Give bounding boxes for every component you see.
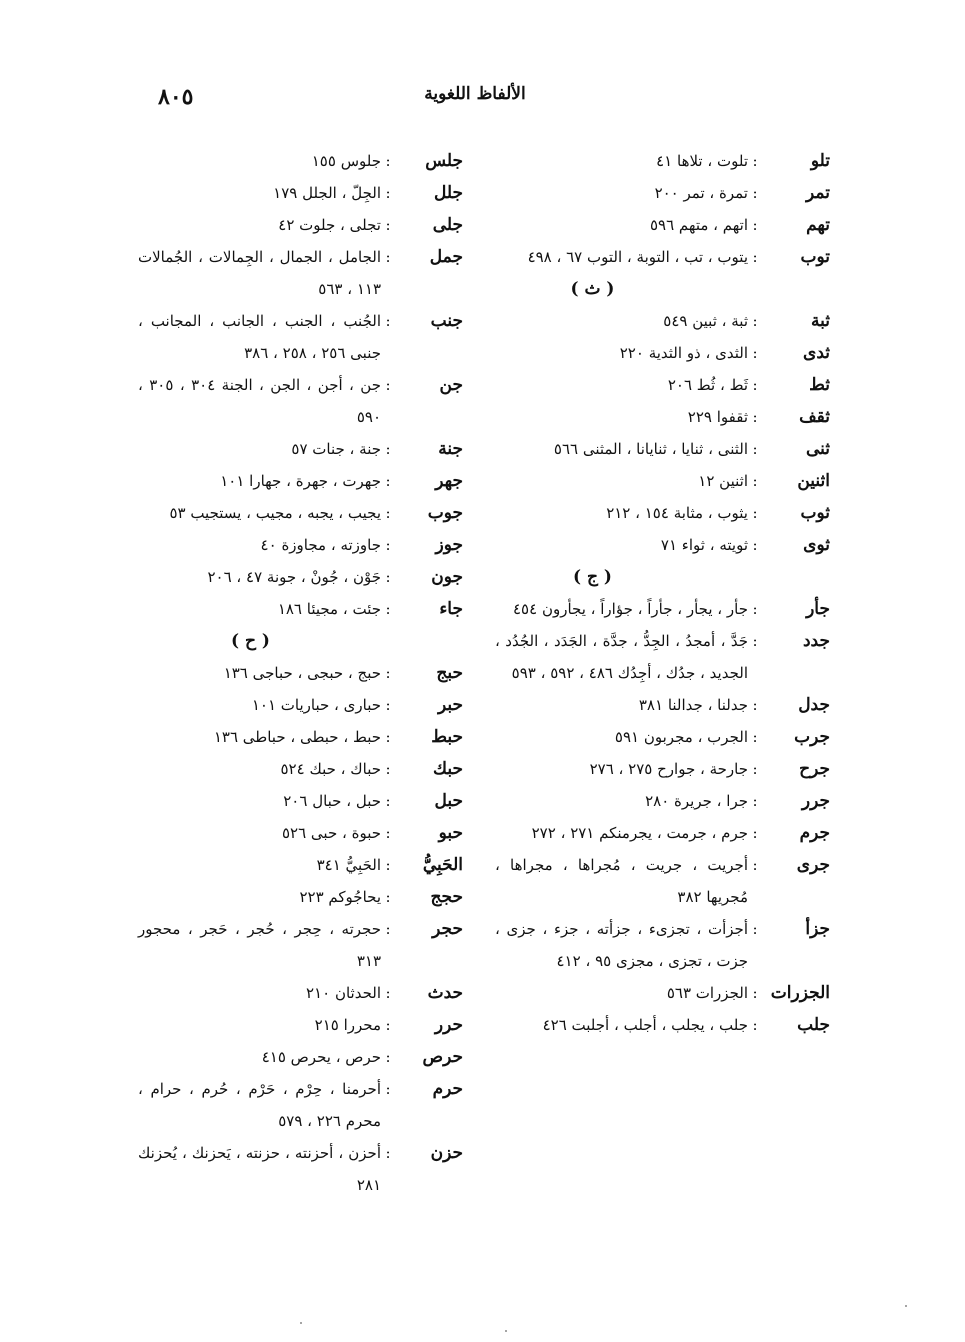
entry-root: جاء bbox=[439, 599, 463, 619]
entry-root: الحَبِيُّ bbox=[422, 855, 463, 875]
entry-root: تهم bbox=[806, 215, 830, 235]
right-column bbox=[495, 145, 830, 1041]
entry-root: جأر bbox=[806, 599, 830, 619]
entry-root: حرم bbox=[432, 1079, 463, 1099]
entry-text: جئت ، مجيئا ١٨٦ bbox=[277, 600, 381, 618]
entry-root: ثط bbox=[809, 375, 830, 395]
entry-text: جأر ، يجأر ، جأراً ، جؤاراً ، يجأرون ٤٥٤ bbox=[513, 600, 748, 618]
entry-colon: : bbox=[752, 472, 758, 490]
index-entry bbox=[495, 977, 830, 1009]
entry-root: جرى bbox=[796, 855, 830, 875]
entry-colon: : bbox=[385, 696, 391, 714]
entry-colon: : bbox=[752, 376, 758, 394]
entry-text: جن ، أجن ، الجن ، الجنة ٣٠٤ ، ٣٠٥ ، ٥٩٠ bbox=[138, 376, 381, 426]
entry-text: الثدى ، ذو الثدية ٢٢٠ bbox=[619, 344, 748, 362]
index-entry bbox=[138, 497, 463, 529]
entry-colon: : bbox=[385, 184, 391, 202]
entry-colon: : bbox=[385, 664, 391, 682]
index-entry bbox=[138, 913, 463, 977]
entry-text: ثقفوا ٢٢٩ bbox=[687, 408, 748, 426]
entry-colon: : bbox=[385, 536, 391, 554]
entry-colon: : bbox=[752, 856, 758, 874]
index-entry bbox=[138, 753, 463, 785]
entry-root: حبج bbox=[436, 663, 463, 683]
entry-colon: : bbox=[752, 312, 758, 330]
section-header: ( ج ) bbox=[573, 567, 612, 587]
entry-text: أحرمنا ، حِرْم ، حَرْم ، حُرم ، حرام ، محرم ٢٢٦ ، ٥٧٩ bbox=[138, 1080, 381, 1130]
entry-root: ثقف bbox=[799, 407, 830, 427]
entry-text: حبط ، حبطى ، حباطى ١٣٦ bbox=[213, 728, 381, 746]
entry-text: جَدَّ ، أمجدُ ، الجِدُّ ، جدَّة ، الجَدَد ، الجُدُد ، الجديد ، جدُك ، أجِدُك ٤٨٦ ، ٥٩٢ ، ٥٩٣ bbox=[495, 632, 748, 682]
entry-text: ثَط ، ثُط ٢٠٦ bbox=[667, 376, 748, 394]
entry-colon: : bbox=[752, 184, 758, 202]
index-entry bbox=[138, 1009, 463, 1041]
entry-colon: : bbox=[385, 920, 391, 938]
entry-colon: : bbox=[385, 728, 391, 746]
entry-root: جمل bbox=[429, 247, 463, 267]
index-entry bbox=[138, 561, 463, 593]
entry-colon: : bbox=[752, 760, 758, 778]
entry-text: جهرت ، جهرة ، جهارا ١٠١ bbox=[220, 472, 381, 490]
entry-root: جلى bbox=[432, 215, 463, 235]
entry-text: جارحة ، جوارح ٢٧٥ ، ٢٧٦ bbox=[589, 760, 748, 778]
entry-colon: : bbox=[752, 440, 758, 458]
entry-text: حجرته ، حِجر ، حُجر ، حَجر ، محجور ٣١٣ bbox=[138, 920, 381, 970]
entry-root: جوز bbox=[435, 535, 463, 555]
entry-root: تمر bbox=[806, 183, 830, 203]
entry-colon: : bbox=[752, 408, 758, 426]
entry-colon: : bbox=[752, 344, 758, 362]
entry-text: يتوب ، تب ، التوبة ، التوب ٦٧ ، ٤٩٨ bbox=[527, 248, 748, 266]
entry-text: الجِلّ ، الجلل ١٧٩ bbox=[273, 184, 381, 202]
entry-colon: : bbox=[385, 792, 391, 810]
entry-root: حبك bbox=[433, 759, 463, 779]
entry-colon: : bbox=[752, 504, 758, 522]
index-entry bbox=[495, 369, 830, 401]
entry-root: حرر bbox=[434, 1015, 463, 1035]
entry-text: تمرة ، تمر ٢٠٠ bbox=[654, 184, 748, 202]
scan-speck bbox=[505, 1330, 507, 1332]
entry-root: جرم bbox=[799, 823, 830, 843]
entry-colon: : bbox=[752, 984, 758, 1002]
entry-colon: : bbox=[385, 472, 391, 490]
index-entry bbox=[138, 177, 463, 209]
entry-text: تلوت ، تلاها ٤١ bbox=[656, 152, 748, 170]
entry-colon: : bbox=[385, 504, 391, 522]
entry-text: الحَبِيُّ ٣٤١ bbox=[316, 856, 381, 874]
entry-root: ثدى bbox=[803, 343, 830, 363]
entry-colon: : bbox=[385, 1016, 391, 1034]
entry-colon: : bbox=[385, 568, 391, 586]
entry-colon: : bbox=[752, 792, 758, 810]
index-entry bbox=[495, 241, 830, 273]
entry-text: جنة ، جنات ٥٧ bbox=[291, 440, 381, 458]
index-entry bbox=[138, 369, 463, 433]
entry-text: جَوْن ، جُونْ ، جونة ٤٧ ، ٢٠٦ bbox=[207, 568, 381, 586]
entry-root: حجر bbox=[432, 919, 463, 939]
entry-colon: : bbox=[752, 824, 758, 842]
index-entry bbox=[495, 721, 830, 753]
entry-root: ثبة bbox=[811, 311, 830, 331]
entry-colon: : bbox=[752, 248, 758, 266]
entry-root: جزأ bbox=[805, 919, 830, 939]
entry-colon: : bbox=[385, 152, 391, 170]
entry-text: أحزن ، أحزنته ، حزنته ، يَحزنك ، يُحزنك ٢٨١ bbox=[138, 1144, 381, 1194]
index-entry bbox=[138, 849, 463, 881]
entry-text: الحدثان ٢١٠ bbox=[306, 984, 381, 1002]
index-entry bbox=[495, 817, 830, 849]
scan-speck bbox=[300, 1322, 302, 1324]
entry-root: حبو bbox=[438, 823, 463, 843]
entry-colon: : bbox=[752, 728, 758, 746]
index-entry bbox=[138, 657, 463, 689]
section-header: ( ث ) bbox=[570, 279, 615, 299]
entry-colon: : bbox=[385, 888, 391, 906]
scan-speck bbox=[905, 1305, 907, 1307]
entry-root: ثوى bbox=[803, 535, 830, 555]
entry-root: جون bbox=[431, 567, 463, 587]
entry-text: الجرب ، مجربون ٥٩١ bbox=[614, 728, 748, 746]
entry-root: اثنين bbox=[797, 471, 830, 491]
entry-root: ثوب bbox=[800, 503, 830, 523]
entry-text: حباك ، حبك ٥٢٤ bbox=[280, 760, 381, 778]
entry-root: جلب bbox=[797, 1015, 830, 1035]
entry-colon: : bbox=[385, 824, 391, 842]
entry-text: حبارى ، حباريات ١٠١ bbox=[251, 696, 381, 714]
index-entry bbox=[138, 209, 463, 241]
entry-text: الجامل ، الجمال ، الجِمالات ، الجُمالات ١١٣ ، ٥٦٣ bbox=[138, 248, 381, 298]
entry-text: جرم ، جرمت ، يجرمنكم ٢٧١ ، ٢٧٢ bbox=[531, 824, 748, 842]
entry-text: أجريت ، جريت ، مُجراها ، مجراها ، مُجريها ٣٨٢ bbox=[495, 856, 748, 906]
index-entry bbox=[138, 305, 463, 369]
entry-text: جلوس ١٥٥ bbox=[311, 152, 381, 170]
entry-text: ثبة ، ثبين ٥٤٩ bbox=[663, 312, 748, 330]
entry-colon: : bbox=[752, 600, 758, 618]
index-entry bbox=[495, 401, 830, 433]
entry-root: جدد bbox=[802, 631, 830, 651]
entry-colon: : bbox=[752, 152, 758, 170]
entry-colon: : bbox=[385, 312, 391, 330]
index-entry bbox=[495, 785, 830, 817]
index-entry bbox=[138, 241, 463, 305]
entry-root: الجزرات bbox=[770, 983, 830, 1003]
entry-text: يجيب ، يجبه ، مجيب ، يستجيب ٥٣ bbox=[169, 504, 381, 522]
index-entry bbox=[495, 753, 830, 785]
entry-colon: : bbox=[752, 632, 758, 650]
entry-root: جدل bbox=[798, 695, 830, 715]
section-header: ( ح ) bbox=[231, 631, 270, 651]
index-entry bbox=[138, 1041, 463, 1073]
index-entry bbox=[138, 465, 463, 497]
index-entry bbox=[495, 1009, 830, 1041]
entry-root: توب bbox=[800, 247, 830, 267]
entry-root: ثنى bbox=[805, 439, 830, 459]
index-entry bbox=[495, 337, 830, 369]
entry-colon: : bbox=[385, 600, 391, 618]
entry-root: جنة bbox=[438, 439, 463, 459]
entry-text: جدلنا ، جدالنا ٣٨١ bbox=[638, 696, 748, 714]
index-entry bbox=[495, 849, 830, 913]
entry-root: جرب bbox=[794, 727, 830, 747]
page-title: الألفاظ اللغوية bbox=[424, 84, 526, 104]
entry-root: جلس bbox=[425, 151, 463, 171]
entry-text: يثوب ، مثابة ١٥٤ ، ٢١٢ bbox=[606, 504, 748, 522]
index-entry bbox=[138, 817, 463, 849]
entry-root: جنب bbox=[430, 311, 463, 331]
index-entry bbox=[138, 881, 463, 913]
entry-text: أجزأت ، تجزىء ، جزأته ، جزء ، جزى ، جزت ، تجزى ، مجزى ٩٥ ، ٤١٢ bbox=[495, 920, 748, 970]
index-entry bbox=[495, 529, 830, 561]
entry-text: اثنين ١٢ bbox=[698, 472, 748, 490]
entry-colon: : bbox=[385, 248, 391, 266]
entry-root: حدث bbox=[427, 983, 463, 1003]
entry-text: حرص ، يحرص ٤١٥ bbox=[261, 1048, 381, 1066]
entry-colon: : bbox=[752, 536, 758, 554]
entry-text: جاوزته ، مجاوزة ٤٠ bbox=[260, 536, 381, 554]
entry-text: الثنى ، ثنايا ، ثنايانا ، المثنى ٥٦٦ bbox=[553, 440, 748, 458]
entry-colon: : bbox=[385, 856, 391, 874]
index-entry bbox=[495, 593, 830, 625]
entry-text: تجلى ، جلوت ٤٢ bbox=[278, 216, 381, 234]
entry-colon: : bbox=[385, 376, 391, 394]
entry-colon: : bbox=[385, 760, 391, 778]
entry-colon: : bbox=[752, 216, 758, 234]
entry-root: حبل bbox=[434, 791, 463, 811]
entry-text: الجُنب ، الجنب ، الجانب ، المجانب ، جنبى ٢٥٦ ، ٢٥٨ ، ٣٨٦ bbox=[138, 312, 381, 362]
entry-root: حجج bbox=[430, 887, 463, 907]
entry-root: تلو bbox=[810, 151, 830, 171]
entry-colon: : bbox=[385, 440, 391, 458]
index-entry bbox=[138, 689, 463, 721]
entry-colon: : bbox=[385, 1080, 391, 1098]
entry-root: حزن bbox=[430, 1143, 463, 1163]
entry-text: حبج ، حبجى ، حباجى ١٣٦ bbox=[223, 664, 381, 682]
entry-colon: : bbox=[385, 1144, 391, 1162]
entry-root: جوب bbox=[427, 503, 463, 523]
index-entry bbox=[138, 1137, 463, 1201]
entry-root: جلل bbox=[433, 183, 463, 203]
entry-root: حبر bbox=[437, 695, 463, 715]
index-entry bbox=[138, 529, 463, 561]
index-entry bbox=[495, 305, 830, 337]
index-entry bbox=[495, 209, 830, 241]
entry-text: جلب ، يجلب ، أجلب ، أجلبت ٤٢٦ bbox=[542, 1016, 748, 1034]
entry-text: يحاجُوكم ٢٢٣ bbox=[299, 888, 381, 906]
entry-root: جرح bbox=[799, 759, 830, 779]
index-entry bbox=[495, 689, 830, 721]
entry-text: حبوة ، حبى ٥٢٦ bbox=[281, 824, 381, 842]
index-entry bbox=[495, 465, 830, 497]
entry-text: ثويته ، ثواء ٧١ bbox=[660, 536, 748, 554]
entry-root: حرص bbox=[422, 1047, 463, 1067]
entry-root: جرر bbox=[801, 791, 830, 811]
index-entry bbox=[495, 913, 830, 977]
index-entry bbox=[138, 977, 463, 1009]
index-entry bbox=[138, 721, 463, 753]
entry-text: جرا ، جريرة ٢٨٠ bbox=[645, 792, 748, 810]
index-entry bbox=[495, 145, 830, 177]
index-entry bbox=[138, 433, 463, 465]
entry-text: اتهم ، متهم ٥٩٦ bbox=[649, 216, 748, 234]
entry-colon: : bbox=[385, 216, 391, 234]
left-column bbox=[138, 145, 463, 1201]
index-entry bbox=[495, 433, 830, 465]
entry-root: جهر bbox=[435, 471, 463, 491]
index-entry bbox=[495, 497, 830, 529]
index-entry bbox=[495, 625, 830, 689]
entry-root: حبط bbox=[431, 727, 463, 747]
index-entry bbox=[138, 145, 463, 177]
entry-colon: : bbox=[752, 696, 758, 714]
index-entry bbox=[138, 593, 463, 625]
page-number: ٨٠٥ bbox=[158, 84, 194, 110]
index-entry bbox=[495, 177, 830, 209]
entry-text: الجزرات ٥٦٣ bbox=[666, 984, 748, 1002]
entry-colon: : bbox=[385, 1048, 391, 1066]
entry-colon: : bbox=[385, 984, 391, 1002]
entry-colon: : bbox=[752, 920, 758, 938]
entry-colon: : bbox=[752, 1016, 758, 1034]
index-entry bbox=[138, 1073, 463, 1137]
entry-root: جن bbox=[439, 375, 463, 395]
entry-text: حبل ، حبال ٢٠٦ bbox=[283, 792, 381, 810]
index-entry bbox=[138, 785, 463, 817]
entry-text: محررا ٢١٥ bbox=[314, 1016, 381, 1034]
